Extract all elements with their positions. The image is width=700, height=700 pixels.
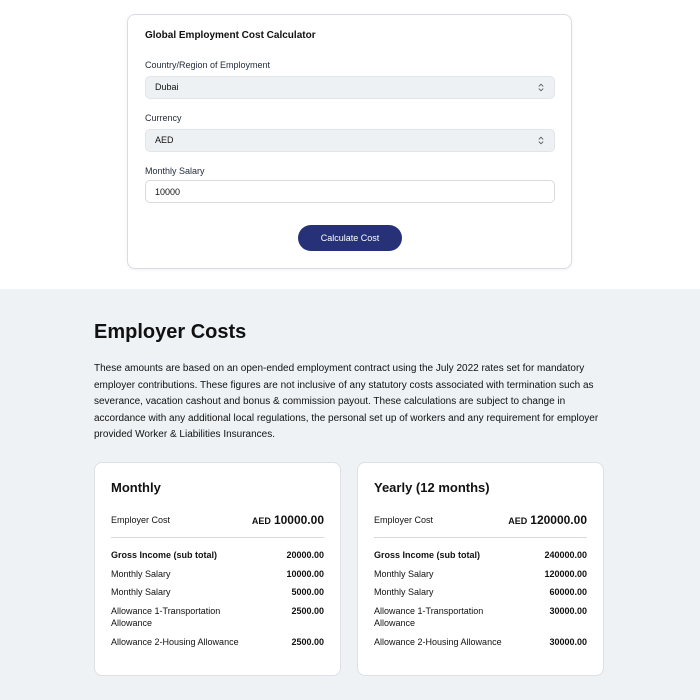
currency-select-value: AED (155, 135, 174, 145)
calculator-section (0, 0, 700, 289)
employer-cost-value (252, 513, 324, 527)
employer-costs-title: Employer Costs (94, 321, 247, 343)
employer-cost-amount: 120000.00 (530, 513, 587, 527)
breakdown-row (374, 586, 587, 599)
country-label: Country/Region of Employment (145, 60, 271, 70)
currency-label: Currency (145, 113, 182, 123)
country-select[interactable] (145, 76, 555, 99)
breakdown-label: Monthly Salary (111, 587, 171, 597)
divider (374, 537, 587, 538)
breakdown-row (374, 568, 587, 581)
yearly-breakdown (374, 549, 587, 654)
currency-select[interactable] (145, 129, 555, 152)
breakdown-value: 60000.00 (549, 587, 587, 597)
results-section (0, 289, 700, 700)
currency-code: AED (251, 516, 271, 526)
monthly-cost-card (94, 462, 341, 676)
breakdown-label: Monthly Salary (111, 568, 171, 579)
calculator-title: Global Employment Cost Calculator (145, 30, 316, 41)
currency-code: AED (508, 516, 528, 526)
monthly-employer-cost-row (111, 513, 324, 531)
yearly-card-title: Yearly (12 months) (374, 480, 490, 495)
calculator-card (127, 14, 572, 269)
monthly-salary-input[interactable] (145, 180, 555, 203)
breakdown-row (374, 549, 587, 562)
country-select-value: Dubai (155, 82, 179, 92)
employer-cost-label: Employer Cost (374, 515, 434, 525)
breakdown-row (374, 605, 587, 630)
calculate-cost-button[interactable]: Calculate Cost (298, 225, 402, 251)
monthly-card-title: Monthly (111, 480, 161, 495)
breakdown-row (111, 549, 324, 562)
breakdown-label: Allowance 2-Housing Allowance (374, 636, 502, 647)
breakdown-label: Gross Income (sub total) (374, 550, 481, 560)
breakdown-value: 5000.00 (291, 587, 324, 597)
breakdown-label: Gross Income (sub total) (111, 550, 218, 560)
breakdown-value: 10000.00 (286, 568, 324, 579)
breakdown-row (111, 605, 324, 630)
monthly-breakdown (111, 549, 324, 654)
breakdown-value: 20000.00 (286, 550, 324, 560)
breakdown-value: 30000.00 (549, 605, 587, 616)
breakdown-row (111, 568, 324, 581)
yearly-employer-cost-row (374, 513, 587, 531)
breakdown-label: Monthly Salary (374, 587, 434, 597)
employer-costs-description: These amounts are based on an open-ended employment contract using the July 2022 rates set for mandatory employer contributions. These figures are not inclusive of any statutory costs associated with termination such as severance, vacation cashout and bonus & commission payout. These calculations are subject to change in accordance with any additional local regulations, the personal set up of workers and any requirement for employer provided Worker & Liabilities Insurances. (94, 363, 599, 440)
breakdown-value: 2500.00 (291, 605, 324, 616)
breakdown-row (111, 586, 324, 599)
employer-cost-amount: 10000.00 (273, 513, 324, 527)
breakdown-value: 240000.00 (544, 550, 587, 560)
breakdown-label: Allowance 1-Transportation Allowance (111, 605, 221, 628)
yearly-cost-card (357, 462, 604, 676)
divider (111, 537, 324, 538)
breakdown-label: Monthly Salary (374, 568, 434, 579)
up-down-chevron-icon (538, 136, 544, 145)
salary-label: Monthly Salary (145, 166, 205, 176)
breakdown-label: Allowance 2-Housing Allowance (111, 636, 239, 647)
breakdown-value: 2500.00 (291, 636, 324, 647)
breakdown-label: Allowance 1-Transportation Allowance (374, 605, 484, 628)
breakdown-row (111, 636, 324, 649)
breakdown-row (374, 636, 587, 649)
up-down-chevron-icon (538, 83, 544, 92)
breakdown-value: 120000.00 (544, 568, 587, 579)
employer-cost-value (508, 513, 587, 527)
employer-cost-label: Employer Cost (111, 515, 171, 525)
breakdown-value: 30000.00 (549, 636, 587, 647)
